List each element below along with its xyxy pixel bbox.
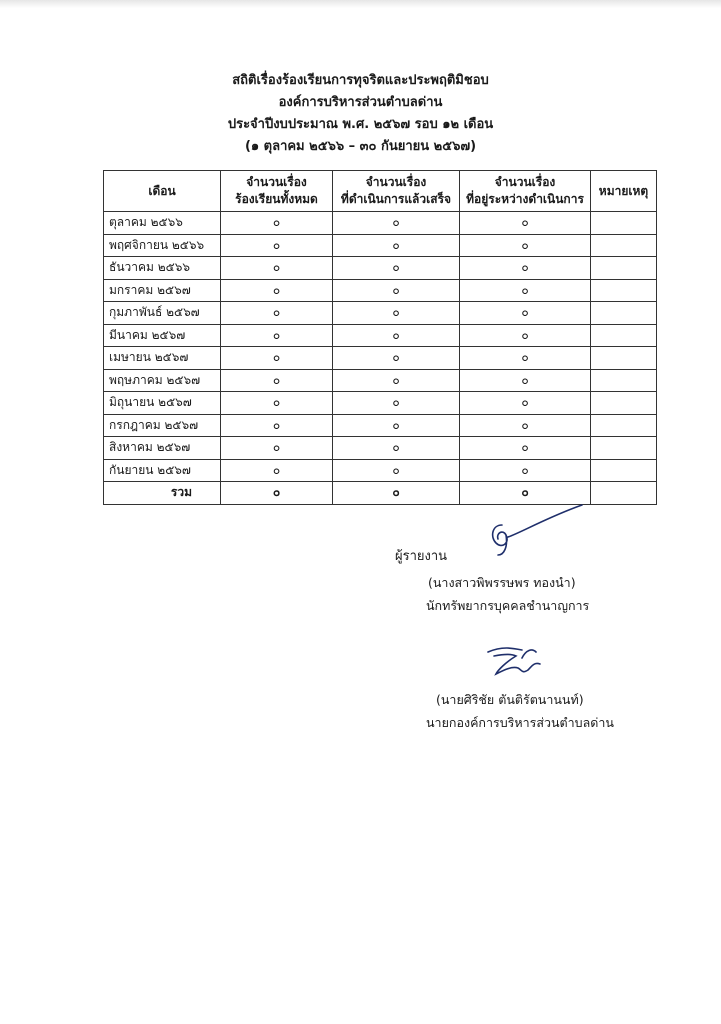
done-cell: ๐ [333, 392, 460, 415]
month-cell: มกราคม ๒๕๖๗ [104, 279, 221, 302]
pending-cell: ๐ [460, 347, 591, 370]
table-row [104, 257, 657, 280]
total-cell: ๐ [221, 369, 333, 392]
month-cell: กรกฎาคม ๒๕๖๗ [104, 414, 221, 437]
approver-position: นายกองค์การบริหารส่วนตำบลด่าน [426, 715, 614, 730]
remark-cell [591, 437, 657, 460]
pending-cell: ๐ [460, 459, 591, 482]
remark-cell [591, 482, 657, 505]
title-line-1: สถิติเรื่องร้องเรียนการทุจริตและประพฤติมิชอบ [232, 73, 489, 88]
remark-cell [591, 459, 657, 482]
total-label: รวม [104, 482, 221, 505]
remark-cell [591, 369, 657, 392]
total-row [104, 482, 657, 505]
pending-cell: ๐ [460, 324, 591, 347]
table-row [104, 234, 657, 257]
pending-cell: ๐ [460, 482, 591, 505]
done-cell: ๐ [333, 369, 460, 392]
month-cell: มีนาคม ๒๕๖๗ [104, 324, 221, 347]
pending-cell: ๐ [460, 414, 591, 437]
table-row [104, 369, 657, 392]
reporter-name: (นางสาวพิพรรษพร ทองนำ) [428, 575, 576, 590]
remark-header: หมายเหตุ [591, 171, 657, 212]
total-cell: ๐ [221, 437, 333, 460]
month-cell: ธันวาคม ๒๕๖๖ [104, 257, 221, 280]
pending-cell: ๐ [460, 234, 591, 257]
reporter-position: นักทรัพยากรบุคคลชำนาญการ [426, 598, 590, 613]
total-cell: ๐ [221, 482, 333, 505]
done-cell: ๐ [333, 414, 460, 437]
total-cell: ๐ [221, 234, 333, 257]
total-cell: ๐ [221, 324, 333, 347]
month-cell: เมษายน ๒๕๖๗ [104, 347, 221, 370]
pending-cell: ๐ [460, 302, 591, 325]
done-cell: ๐ [333, 437, 460, 460]
done-cell: ๐ [333, 347, 460, 370]
total-cell: ๐ [221, 257, 333, 280]
pending-cell: ๐ [460, 437, 591, 460]
month-cell: พฤศจิกายน ๒๕๖๖ [104, 234, 221, 257]
total-cell: ๐ [221, 459, 333, 482]
month-cell: กันยายน ๒๕๖๗ [104, 459, 221, 482]
remark-cell [591, 279, 657, 302]
done-cell: ๐ [333, 302, 460, 325]
done-cell: ๐ [333, 324, 460, 347]
completed-header: จำนวนเรื่อง ที่ดำเนินการแล้วเสร็จ [333, 171, 460, 212]
pending-cell: ๐ [460, 369, 591, 392]
table-row [104, 459, 657, 482]
title-line-3: ประจำปีงบประมาณ พ.ศ. ๒๕๖๗ รอบ ๑๒ เดือน [227, 117, 494, 132]
document-header [0, 70, 721, 158]
total-cell: ๐ [221, 279, 333, 302]
done-cell: ๐ [333, 279, 460, 302]
total-cell: ๐ [221, 347, 333, 370]
table-row [104, 437, 657, 460]
remark-cell [591, 392, 657, 415]
month-cell: พฤษภาคม ๒๕๖๗ [104, 369, 221, 392]
table-header-row [104, 171, 657, 212]
remark-cell [591, 234, 657, 257]
pending-cell: ๐ [460, 257, 591, 280]
table-row [104, 279, 657, 302]
month-cell: กุมภาพันธ์ ๒๕๖๗ [104, 302, 221, 325]
table-row [104, 324, 657, 347]
table-row [104, 212, 657, 235]
done-cell: ๐ [333, 212, 460, 235]
total-cell: ๐ [221, 212, 333, 235]
month-cell: มิถุนายน ๒๕๖๗ [104, 392, 221, 415]
table-row [104, 414, 657, 437]
table-row [104, 347, 657, 370]
title-line-4: (๑ ตุลาคม ๒๕๖๖ – ๓๐ กันยายน ๒๕๖๗) [244, 139, 477, 154]
month-cell: สิงหาคม ๒๕๖๗ [104, 437, 221, 460]
total-complaints-header: จำนวนเรื่อง ร้องเรียนทั้งหมด [221, 171, 333, 212]
pending-cell: ๐ [460, 279, 591, 302]
title-line-2: องค์การบริหารส่วนตำบลด่าน [278, 95, 443, 110]
month-cell: ตุลาคม ๒๕๖๖ [104, 212, 221, 235]
complaint-statistics-table [103, 170, 657, 505]
remark-cell [591, 347, 657, 370]
reporter-label: ผู้รายงาน [395, 549, 448, 564]
scan-edge-shadow [0, 0, 721, 8]
done-cell: ๐ [333, 482, 460, 505]
remark-cell [591, 257, 657, 280]
total-cell: ๐ [221, 414, 333, 437]
total-cell: ๐ [221, 302, 333, 325]
month-header: เดือน [104, 171, 221, 212]
reporter-signature [478, 503, 588, 563]
table-row [104, 392, 657, 415]
table-row [104, 302, 657, 325]
remark-cell [591, 212, 657, 235]
done-cell: ๐ [333, 257, 460, 280]
pending-header: จำนวนเรื่อง ที่อยู่ระหว่างดำเนินการ [460, 171, 591, 212]
approver-signature [482, 640, 552, 680]
done-cell: ๐ [333, 234, 460, 257]
pending-cell: ๐ [460, 392, 591, 415]
remark-cell [591, 302, 657, 325]
total-cell: ๐ [221, 392, 333, 415]
approver-name: (นายศิริชัย ตันติรัตนานนท์) [436, 692, 584, 707]
remark-cell [591, 324, 657, 347]
pending-cell: ๐ [460, 212, 591, 235]
done-cell: ๐ [333, 459, 460, 482]
remark-cell [591, 414, 657, 437]
